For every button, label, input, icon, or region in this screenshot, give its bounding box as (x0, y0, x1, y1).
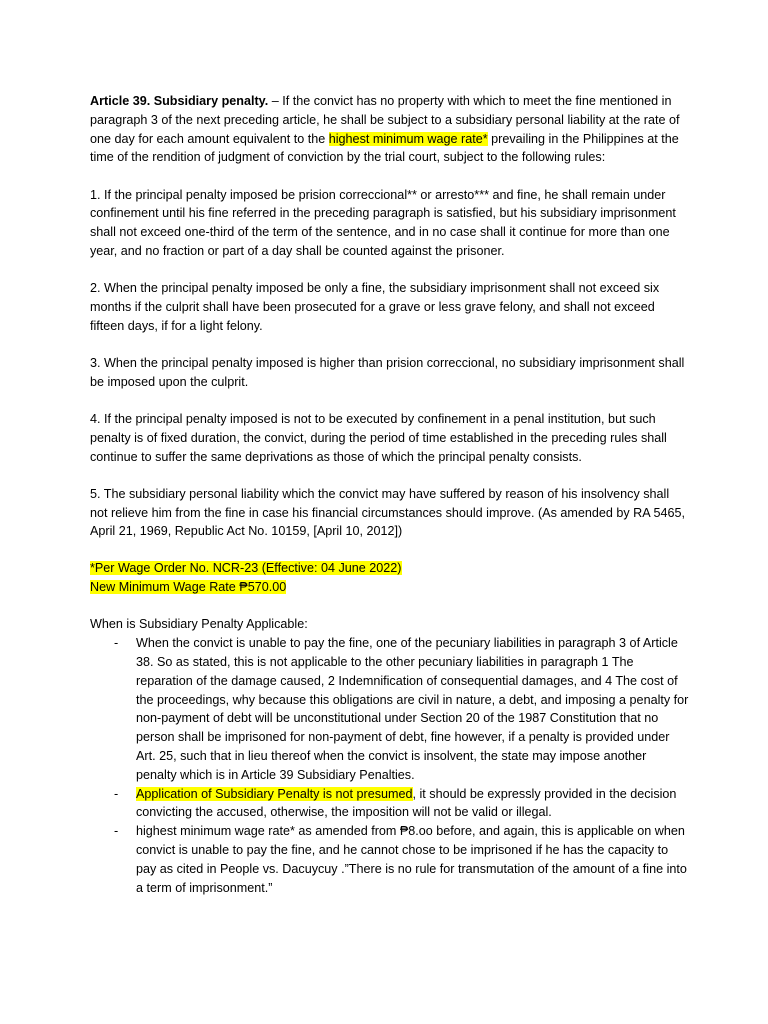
bullet-dash: - (114, 824, 119, 839)
rule-1: 1. If the principal penalty imposed be prision correccional** or arresto*** and fine, he shall remain under confinement until his fine referred in the preceding paragraph is satisfied, but his subsidiary imprisonment shall not exceed one-third of the term of the sentence, and in no case shall it continue for more than one year, and no fraction or part of a day shall be counted against the prisoner. (90, 187, 676, 258)
applicable-heading: When is Subsidiary Penalty Applicable: (90, 617, 308, 632)
minimum-wage-line: New Minimum Wage Rate ₱570.00 (90, 580, 287, 595)
list-item (90, 785, 690, 823)
not-presumed-highlight: Application of Subsidiary Penalty is not presumed (136, 786, 413, 801)
applicable-list (90, 634, 690, 897)
article-heading: Article 39. Subsidiary penalty. (90, 94, 269, 108)
wage-note (90, 559, 690, 597)
bullet-dash: - (114, 636, 119, 651)
rule-4: 4. If the principal penalty imposed is not to be executed by confinement in a penal institution, but such penalty is of fixed duration, the convict, during the period of time established in the preceding rules shall continue to suffer the same deprivations as those of which the principal penalty consists. (90, 411, 667, 464)
list-item (90, 822, 690, 897)
list-item-text: When the convict is unable to pay the fine, one of the pecuniary liabilities in paragraph 3 of Article 38. So as stated, this is not applicable to the other pecuniary liabilities in paragraph 1 The reparation of the damage caused, 2 Indemnification of consequential damages, and 4 The cost of the proceedings, why because this obligations are civil in nature, a debt, and imposing a penalty for non-payment of debt will be unconstitutional under Section 20 of the 1987 Constitution that no person shall be imprisoned for non-payment of debt, fine however, if a penalty is provided under Art. 25, such that in lieu thereof when the convict is insolvent, the state may impose another penalty which is in Article 39 Subsidiary Penalties. (136, 636, 689, 782)
rule-5: 5. The subsidiary personal liability which the convict may have suffered by reason of his insolvency shall not relieve him from the fine in case his financial circumstances should improve. (As amended by RA 5465, April 21, 1969, Republic Act No. 10159, [April 10, 2012]) (90, 486, 685, 539)
wage-rate-highlight: highest minimum wage rate* (328, 131, 488, 146)
list-item (90, 634, 690, 784)
bullet-dash: - (114, 786, 119, 801)
list-item-text: , it should be expressly provided in the decision convicting the accused, otherwise, the imposition will not be valid or illegal. (136, 786, 677, 820)
rule-3: 3. When the principal penalty imposed is higher than prision correccional, no subsidiary imprisonment shall be imposed upon the culprit. (90, 355, 685, 389)
article-intro (90, 92, 690, 167)
list-item-text: highest minimum wage rate* as amended from ₱8.oo before, and again, this is applicable on when convict is unable to pay the fine, and he cannot chose to be imprisoned if he has the capacity to pay as cited in People vs. Dacuycuy .”There is no rule for transmutation of the amount of a fine into a term of imprisonment.” (136, 824, 687, 895)
article-intro-text-b: prevailing in the Philippines at the time of the rendition of judgment of conviction by the trial court, subject to the following rules: (90, 131, 679, 165)
rule-2: 2. When the principal penalty imposed be only a fine, the subsidiary imprisonment shall not exceed six months if the culprit shall have been prosecuted for a grave or less grave felony, and shall not exceed fifteen days, if for a light felony. (90, 281, 660, 333)
document-body (90, 92, 690, 897)
article-intro-text-a: – If the convict has no property with which to meet the fine mentioned in paragraph 3 of the next preceding article, he shall be subject to a subsidiary personal liability at the rate of one day for each amount equivalent to the (90, 94, 680, 146)
wage-order-line: *Per Wage Order No. NCR-23 (Effective: 04 June 2022) (90, 561, 402, 576)
